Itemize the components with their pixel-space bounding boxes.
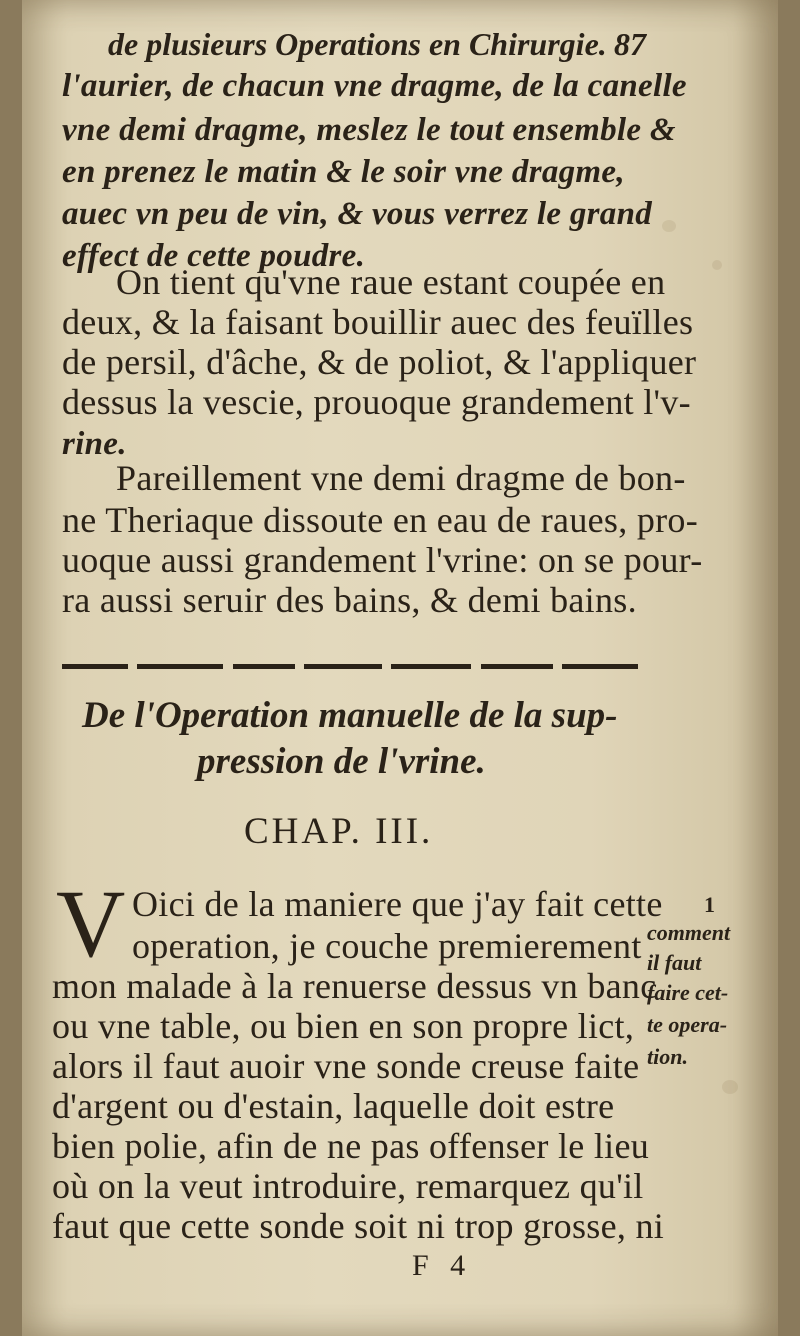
signature-mark: F 4 <box>412 1249 466 1282</box>
body-line: faut que cette sonde soit ni trop grosse, ni <box>52 1206 665 1246</box>
marginal-note-line: tion. <box>647 1044 688 1069</box>
marginal-note-line: faire cet- <box>647 980 729 1005</box>
prescription-line: effect de cette poudre. <box>62 238 366 274</box>
chapter-heading: CHAP. III. <box>244 811 434 852</box>
paragraph-line: dessus la vescie, prouoque grandement l'v- <box>62 382 691 422</box>
paragraph-line: rine. <box>62 426 127 462</box>
paragraph-line: deux, & la faisant bouillir auec des feuïlles <box>62 302 694 342</box>
prescription-line: l'aurier, de chacun vne dragme, de la canelle <box>62 68 687 104</box>
ornamental-rule <box>62 661 638 671</box>
paper-stain <box>722 1080 738 1094</box>
paragraph-line: uoque aussi grandement l'vrine: on se pour- <box>62 540 703 580</box>
body-line: operation, je couche premierement <box>132 926 642 966</box>
body-line: d'argent ou d'estain, laquelle doit estre <box>52 1086 615 1126</box>
page-number: 87 <box>614 26 646 62</box>
book-page <box>22 0 778 1336</box>
paragraph-line: ra aussi seruir des bains, & demi bains. <box>62 580 637 620</box>
section-heading-line-1: De l'Operation manuelle de la sup- <box>82 695 618 736</box>
body-line: Oici de la maniere que j'ay fait cette <box>132 884 663 924</box>
body-line: alors il faut auoir vne sonde creuse faite <box>52 1046 640 1086</box>
marginal-note-line: te opera- <box>647 1012 728 1037</box>
drop-capital: V <box>56 870 126 977</box>
body-line: mon malade à la renuerse dessus vn banc <box>52 966 657 1006</box>
prescription-line: auec vn peu de vin, & vous verrez le grand <box>62 196 653 232</box>
body-line: où on la veut introduire, remarquez qu'il <box>52 1166 644 1206</box>
prescription-line: vne demi dragme, meslez le tout ensemble & <box>62 112 676 148</box>
paper-stain <box>662 220 676 232</box>
paper-stain <box>712 260 722 270</box>
body-line: bien polie, afin de ne pas offenser le lieu <box>52 1126 650 1166</box>
marginal-note-number: 1 <box>704 892 715 917</box>
running-head-title: de plusieurs Operations en Chirurgie. <box>108 26 607 62</box>
marginal-note-line: il faut <box>647 950 702 975</box>
paragraph-line: Pareillement vne demi dragme de bon- <box>116 458 686 498</box>
section-heading-line-2: pression de l'vrine. <box>197 741 486 782</box>
paragraph-line: de persil, d'âche, & de poliot, & l'appliquer <box>62 342 697 382</box>
paragraph-line: On tient qu'vne raue estant coupée en <box>116 262 666 302</box>
body-line: ou vne table, ou bien en son propre lict, <box>52 1006 635 1046</box>
prescription-line: en prenez le matin & le soir vne dragme, <box>62 154 625 190</box>
marginal-note-line: comment <box>647 920 731 945</box>
paragraph-line: ne Theriaque dissoute en eau de raues, pro- <box>62 500 698 540</box>
